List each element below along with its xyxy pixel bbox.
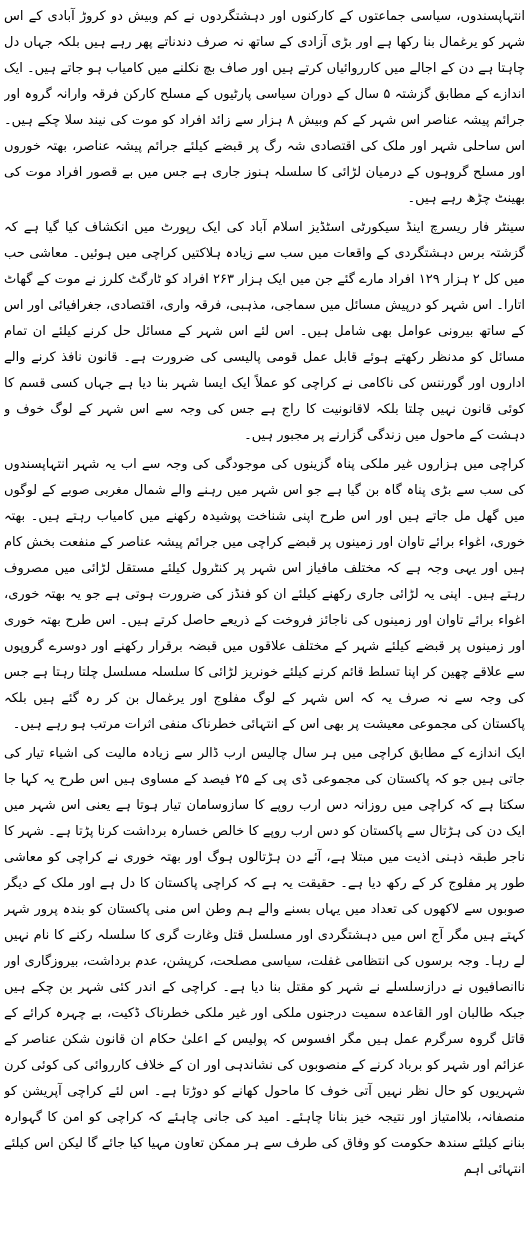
article-paragraph-3: کراچی میں ہزاروں غیر ملکی پناہ گزینوں کی موجودگی کی وجہ سے اب یہ شہر انتہاپسندوں کی سب سے بڑی پناہ گاہ بن گیا ہے جو اس شہر میں رہنے والے شمال مغربی صوبے کے لوگوں میں گھل مل جاتے ہیں اور اس طرح اپنی شناخت پوشیدہ رکھنے میں کامیاب رہتے ہیں۔ بھتہ خوری، اغواء برائے تاوان اور زمینوں پر قبضے کراچی میں جرائم پیشہ عناصر کے منفعت بخش کام ہیں اور یہی وجہ ہے کہ مختلف مافیاز اس شہر پر کنٹرول کیلئے مستقل لڑائی میں مصروف رہتے ہیں۔ اپنی یہ لڑائی جاری رکھنے کیلئے ان کو فنڈز کی ضرورت ہوتی ہے جو یہ بھتہ خوری، اغواء برائے تاوان اور زمینوں کی ناجائز فروخت کے ذریعے حاصل کرتے ہیں۔ اس طرح بھتہ خوری اور زمینوں پر قبضے کیلئے شہر کے مختلف علاقوں میں قبضہ برقرار رکھنے اور دوسرے گروپوں سے علاقے چھین کر اپنا تسلط قائم کرنے کیلئے خونریز لڑائی کا سلسلہ مسلسل چلتا رہتا ہے جس کی وجہ سے نہ صرف یہ کہ اس شہر کے لوگ مفلوج اور یرغمال بن کر رہ گئے ہیں بلکہ پاکستان کی مجموعی معیشت پر بھی اس کے انتہائی خطرناک منفی اثرات مرتب ہو رہے ہیں۔ <box>4 457 525 732</box>
article-paragraph-4: ایک اندازے کے مطابق کراچی میں ہر سال چالیس ارب ڈالر سے زیادہ مالیت کی اشیاء تیار کی جاتی ہیں جو کہ پاکستان کی مجموعی ڈی پی کے ۲۵ فیصد کے مساوی ہیں اس طرح یہ کہا جا سکتا ہے کہ کراچی میں روزانہ دس ارب روپے کا سازوسامان تیار ہوتا ہے یعنی اس شہر میں ایک دن کی ہڑتال سے پاکستان کو دس ارب روپے کا خالص خسارہ برداشت کرنا پڑتا ہے۔ شہر کا ناجر طبقہ ذہنی اذیت میں مبتلا ہے، آئے دن ہڑتالوں ہوگ اور بھتہ خوری نے کراچی کو معاشی طور پر مفلوج کر کے رکھ دیا ہے۔ حقیقت یہ ہے کہ کراچی پاکستان کا دل ہے اور ملک کے دیگر صوبوں سے لاکھوں کی تعداد میں یہاں بسنے والے ہم وطن اس منی پاکستان کو بندہ پرور شہر کہتے ہیں مگر آج اس میں دہشتگردی اور مسلسل قتل وغارت گری کا سلسلہ رکنے کا نام نہیں لے رہا۔ وجہ برسوں کی انتظامی غفلت، سیاسی مصلحت، کرپشن، عدم برداشت، بیروزگاری اور ناانصافیوں نے درازسلسلے نے شہر کو مقتل بنا دیا ہے۔ کراچی کے اندر کئی شہر بن چکے ہیں جبکہ طالبان اور القاعدہ سمیت درجنوں ملکی اور غیر ملکی خطرناک ڈکیت، بے چہرہ کرائے کے قاتل گروہ سرگرم عمل ہیں مگر افسوس کہ پولیس کے اعلیٰ حکام ان قانون شکن عناصر کے عزائم اور شہر کو برباد کرنے کے منصوبوں کی نشاندہی اور ان کے خلاف کارروائی کی کوئی کرن شہریوں کو حال نظر نہیں آتی خوف کا ماحول کھانے کو دوڑتا ہے۔ اس لئے کراچی آپریشن کو منصفانہ، بلاامتیاز اور نتیجہ خیز بنانا چاہئے۔ امید کی جانی چاہئے کہ کراچی کو امن کا گہوارہ بنانے کیلئے سندھ حکومت کو وفاق کی طرف سے ہر ممکن تعاون مہیا کیا جائے گا لیکن اس کیلئے انتہائی اہم <box>4 746 525 1177</box>
article-paragraph-2: سینٹر فار ریسرچ اینڈ سیکورٹی اسٹڈیز اسلام آباد کی ایک رپورٹ میں انکشاف کیا گیا ہے کہ گزشتہ برس دہشتگردی کے واقعات میں سب سے زیادہ ہلاکتیں کراچی میں ہوئیں۔ معاشی حب میں کل ۲ ہزار ۱۲۹ افراد مارے گئے جن میں ایک ہزار ۲۶۳ افراد کو ٹارگٹ کلرز نے موت کے گھاٹ اتارا۔ اس شہر کو درپیش مسائل میں سماجی، مذہبی، فرقہ واری، اقتصادی، جغرافیائی اور اس کے ساتھ بیرونی عوامل بھی شامل ہیں۔ اس لئے اس شہر کے مسائل حل کرنے کیلئے ان تمام مسائل کو مدنظر رکھتے ہوئے قابل عمل قومی پالیسی کی ضرورت ہے۔ قانون نافذ کرنے والے اداروں اور گورننس کی ناکامی نے کراچی کو عملاً ایک ایسا شہر بنا دیا ہے جہاں کسی قسم کا کوئی قانون نہیں چلتا بلکہ لاقانونیت کا راج ہے جس کی وجہ سے اس شہر کے لوگ خوف و دہشت کے ماحول میں زندگی گزارنے پر مجبور ہیں۔ <box>4 220 525 443</box>
article-body <box>4 4 525 1254</box>
article-paragraph-1: انتہاپسندوں، سیاسی جماعتوں کے کارکنوں اور دہشتگردوں نے کم وبیش دو کروڑ آبادی کے اس شہر کو یرغمال بنا رکھا ہے اور بڑی آزادی کے ساتھ نہ صرف دندناتے پھر رہے ہیں بلکہ جہاں دل چاہتا ہے دن کے اجالے میں کارروائیاں کرتے ہیں اور صاف بچ نکلنے میں کامیاب ہو جاتے ہیں۔ ایک اندازے کے مطابق گزشتہ ۵ سال کے دوران سیاسی پارٹیوں کے مسلح کارکن فرقہ وارانہ گروہ اور جرائم پیشہ عناصر اس شہر کے کم وبیش ۸ ہزار سے زائد افراد کو موت کی نیند سلا چکے ہیں۔ اس ساحلی شہر اور ملک کی اقتصادی شہ رگ پر قبضے کیلئے جرائم پیشہ عناصر، بھتہ خوروں اور مسلح گروہوں کے درمیان لڑائی کا سلسلہ ہنوز جاری ہے جس میں بے قصور افراد موت کی بھینٹ چڑھ رہے ہیں۔ <box>4 9 525 206</box>
